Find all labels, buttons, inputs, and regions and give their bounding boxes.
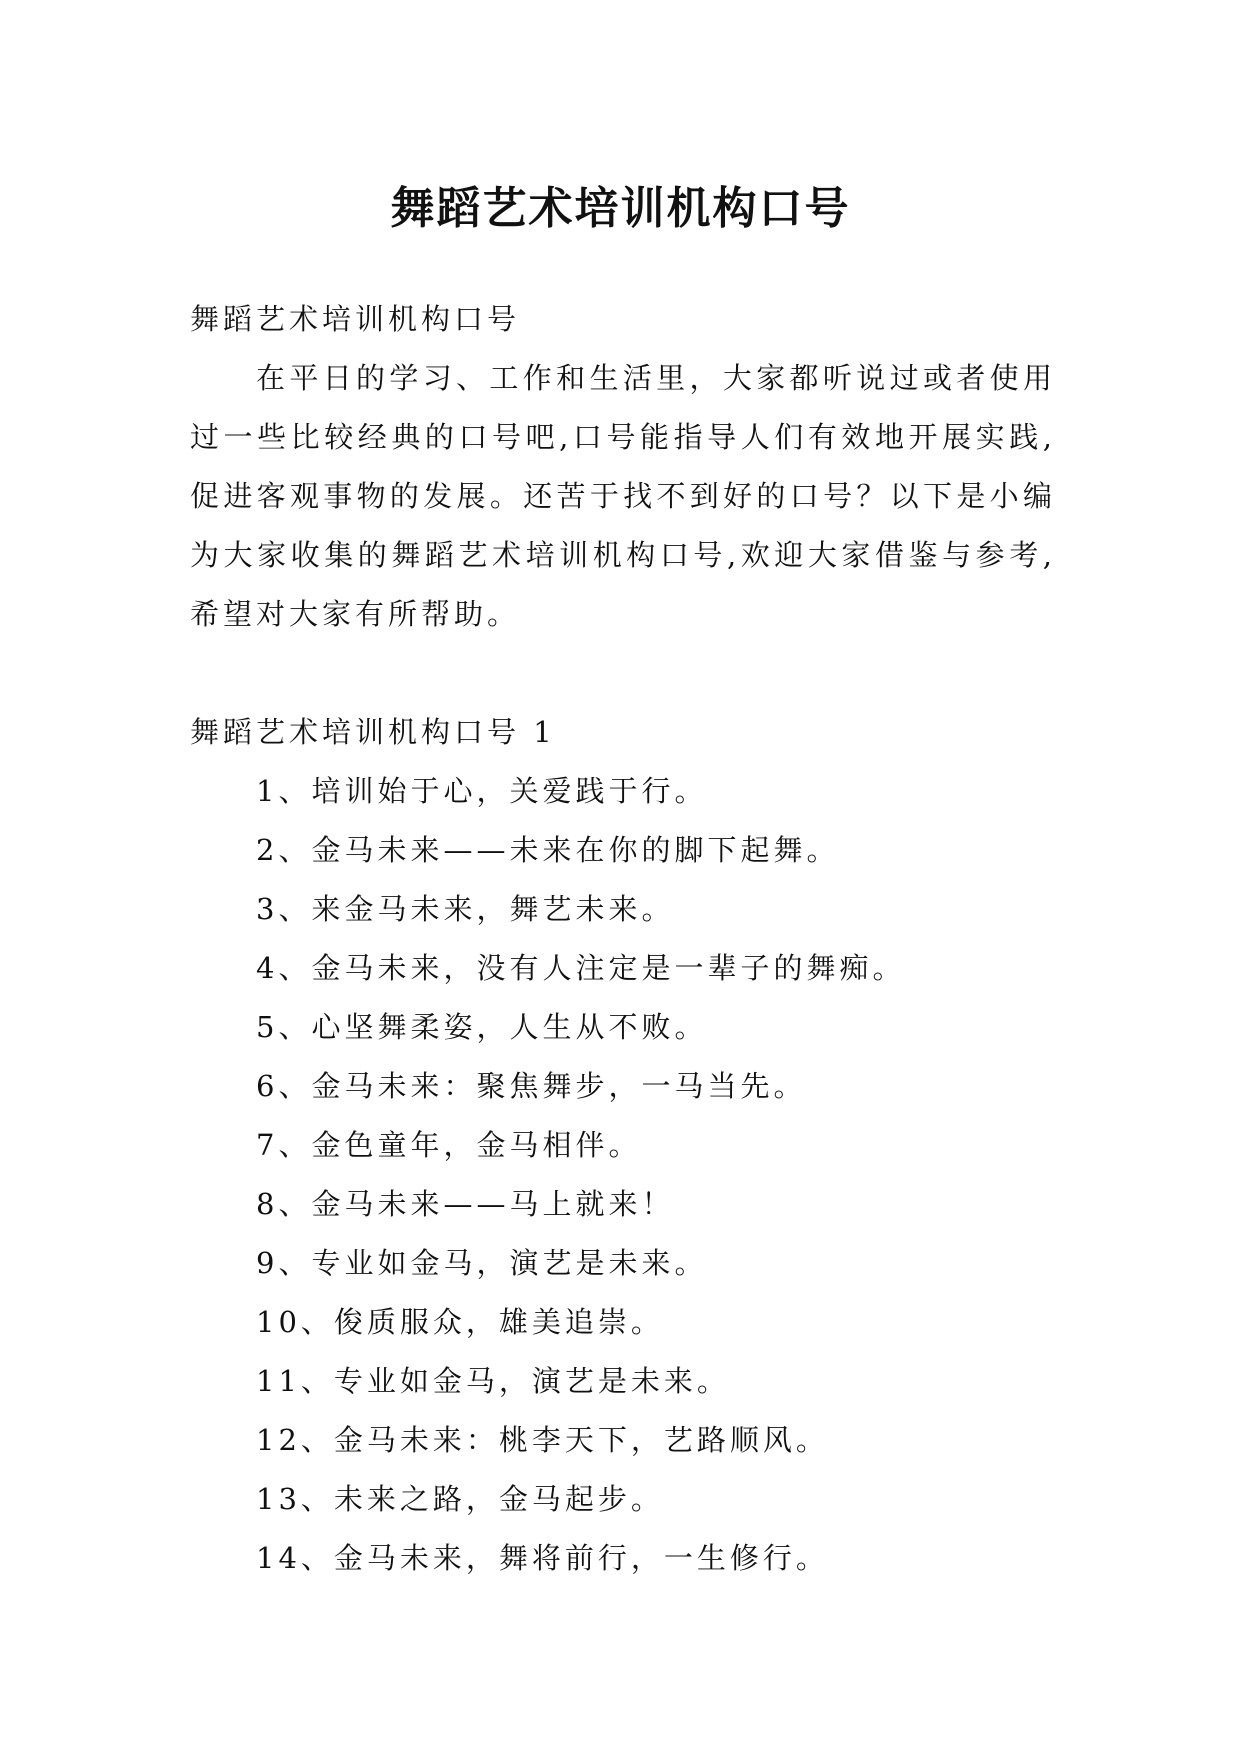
slogan-item: 8、金马未来——马上就来！	[256, 1187, 675, 1221]
subtitle: 舞蹈艺术培训机构口号	[190, 302, 521, 336]
slogan-item: 2、金马未来——未来在你的脚下起舞。	[256, 833, 840, 867]
slogan-item: 13、未来之路，金马起步。	[256, 1482, 664, 1516]
slogan-item: 4、金马未来，没有人注定是一辈子的舞痴。	[256, 951, 906, 985]
slogan-item: 6、金马未来：聚焦舞步，一马当先。	[256, 1069, 807, 1103]
slogan-item: 14、金马未来，舞将前行，一生修行。	[256, 1541, 829, 1575]
slogan-item: 1、培训始于心，关爱践于行。	[256, 774, 708, 808]
slogan-item: 12、金马未来：桃李天下，艺路顺风。	[256, 1423, 829, 1457]
slogan-item: 10、俊质服众，雄美追崇。	[256, 1305, 664, 1339]
intro-paragraph: 在平日的学习、工作和生活里，大家都听说过或者使用过一些比较经典的口号吧,口号能指导人们有效地开展实践,促进客观事物的发展。还苦于找不到好的口号？以下是小编为大家收集的舞蹈艺术培训机构口号,欢迎大家借鉴与参考,希望对大家有所帮助。	[190, 361, 1056, 631]
slogan-item: 5、心坚舞柔姿，人生从不败。	[256, 1010, 708, 1044]
section-heading: 舞蹈艺术培训机构口号 1	[190, 715, 556, 749]
slogan-item: 3、来金马未来，舞艺未来。	[256, 892, 675, 926]
slogan-list	[190, 762, 1056, 1588]
slogan-item: 9、专业如金马，演艺是未来。	[256, 1246, 708, 1280]
slogan-item: 11、专业如金马，演艺是未来。	[256, 1364, 730, 1398]
slogan-item: 7、金色童年，金马相伴。	[256, 1128, 642, 1162]
document-title: 舞蹈艺术培训机构口号	[390, 183, 851, 235]
document-body	[190, 290, 1056, 1588]
